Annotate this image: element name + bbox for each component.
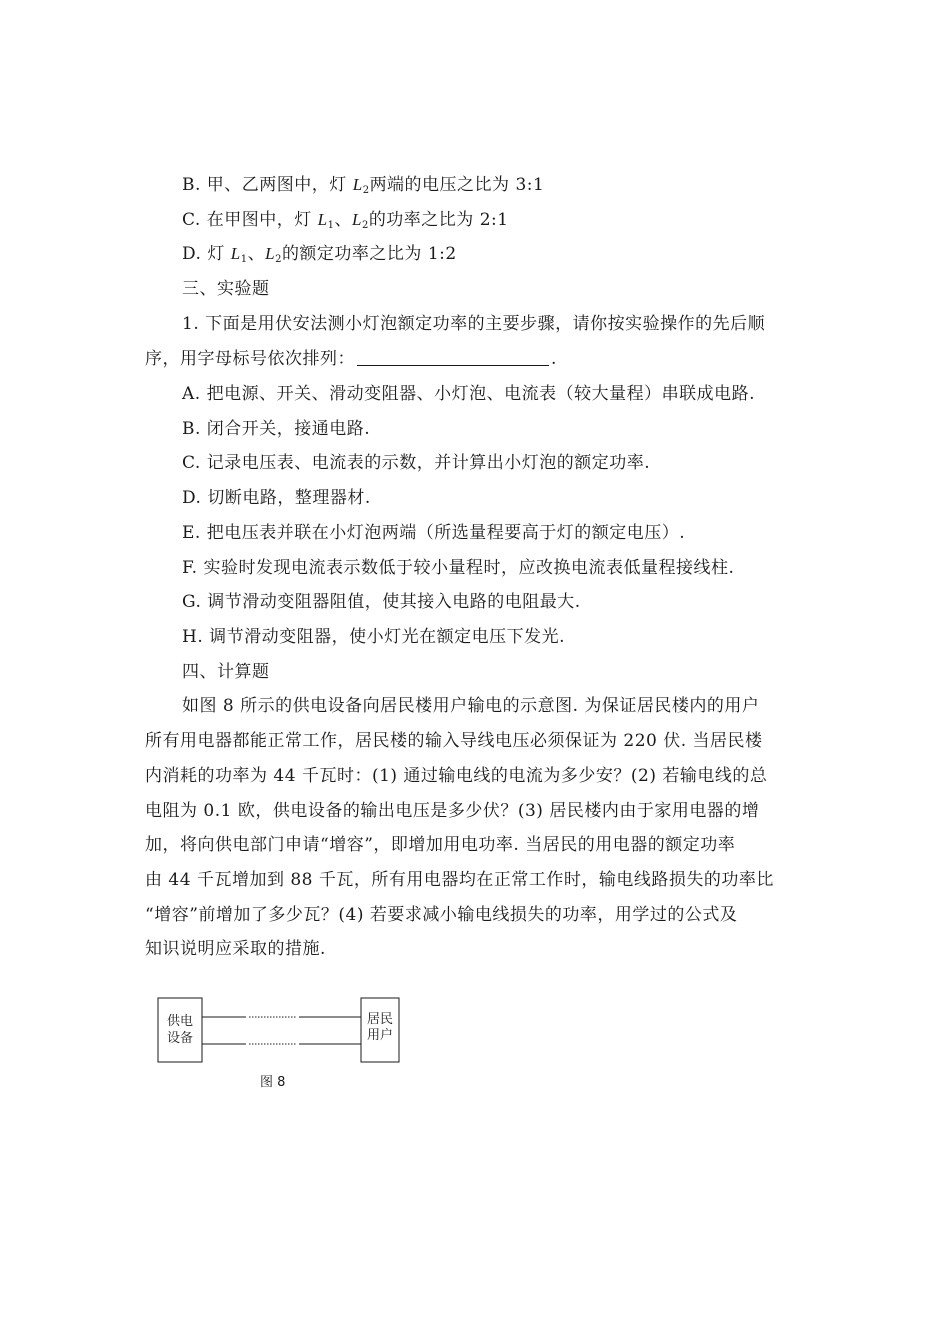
- lamp-symbol: L: [352, 175, 363, 194]
- lamp-symbol: L: [230, 244, 241, 263]
- separator: 、: [247, 244, 266, 264]
- option-c: [182, 208, 509, 232]
- supply-box-label-2: 设备: [166, 1031, 194, 1046]
- supply-box-label-1: 供电: [166, 1014, 194, 1029]
- users-box-label-1: 居民: [366, 1012, 394, 1027]
- question-1-line-2: [145, 347, 557, 371]
- question-1-prompt: 序，用字母标号依次排列：: [145, 349, 355, 369]
- paragraph-line: 知识说明应采取的措施.: [145, 939, 326, 959]
- answer-blank: [357, 347, 549, 366]
- power-supply-diagram: [150, 990, 430, 1100]
- lamp-subscript: 1: [240, 254, 248, 265]
- period: .: [551, 349, 557, 369]
- step-h: H. 调节滑动变阻器，使小灯光在额定电压下发光.: [182, 627, 566, 647]
- option-c-text-end: 的功率之比为 2:1: [368, 210, 509, 230]
- step-a: A. 把电源、开关、滑动变阻器、小灯泡、电流表（较大量程）串联成电路.: [182, 384, 755, 404]
- section-heading-experiment: 三、实验题: [182, 279, 270, 299]
- option-d-text-end: 的额定功率之比为 1:2: [281, 244, 457, 264]
- lamp-subscript: 1: [327, 220, 335, 231]
- paragraph-line: 加，将向供电部门申请“增容”，即增加用电功率. 当居民的用电器的额定功率: [145, 835, 736, 855]
- users-box-label-2: 用户: [366, 1028, 394, 1043]
- option-c-text: C. 在甲图中，灯: [182, 210, 318, 230]
- lamp-symbol: L: [317, 210, 328, 229]
- option-d: [182, 242, 457, 266]
- option-d-text: D. 灯: [182, 244, 231, 264]
- option-b-text: B. 甲、乙两图中，灯: [182, 175, 353, 195]
- paragraph-line: 由 44 千瓦增加到 88 千瓦，所有用电器均在正常工作时，输电线路损失的功率比: [145, 870, 774, 890]
- lamp-subscript: 2: [275, 254, 282, 265]
- lamp-subscript: 2: [362, 185, 370, 196]
- paragraph-line: 电阻为 0.1 欧，供电设备的输出电压是多少伏？(3) 居民楼内由于家用电器的增: [145, 801, 760, 821]
- step-g: G. 调节滑动变阻器阻值，使其接入电路的电阻最大.: [182, 592, 581, 612]
- question-1-line-1: 1. 下面是用伏安法测小灯泡额定功率的主要步骤，请你按实验操作的先后顺: [182, 314, 766, 334]
- lamp-subscript: 2: [361, 220, 369, 231]
- step-d: D. 切断电路，整理器材.: [182, 488, 371, 508]
- lamp-symbol: L: [351, 210, 362, 229]
- paragraph-line: “增容”前增加了多少瓦？(4) 若要求减小输电线损失的功率，用学过的公式及: [145, 905, 738, 925]
- paragraph-line: 内消耗的功率为 44 千瓦时：(1) 通过输电线的电流为多少安？(2) 若输电线的总: [145, 766, 768, 786]
- step-f: F. 实验时发现电流表示数低于较小量程时，应改换电流表低量程接线柱.: [182, 558, 735, 578]
- lamp-symbol: L: [265, 244, 276, 263]
- separator: 、: [334, 210, 352, 230]
- section-heading-calculation: 四、计算题: [182, 662, 270, 682]
- supply-equipment-box: [158, 998, 202, 1062]
- step-e: E. 把电压表并联在小灯泡两端（所选量程要高于灯的额定电压）.: [182, 523, 686, 543]
- step-b: B. 闭合开关，接通电路.: [182, 419, 371, 439]
- paragraph-line: 所有用电器都能正常工作，居民楼的输入导线电压必须保证为 220 伏. 当居民楼: [145, 731, 763, 751]
- step-c: C. 记录电压表、电流表的示数，并计算出小灯泡的额定功率.: [182, 453, 651, 473]
- figure-caption: 图 8: [260, 1075, 286, 1090]
- option-b-text-end: 两端的电压之比为 3:1: [369, 175, 545, 195]
- paragraph-line: 如图 8 所示的供电设备向居民楼用户输电的示意图. 为保证居民楼内的用户: [182, 696, 760, 716]
- option-b: [182, 173, 544, 197]
